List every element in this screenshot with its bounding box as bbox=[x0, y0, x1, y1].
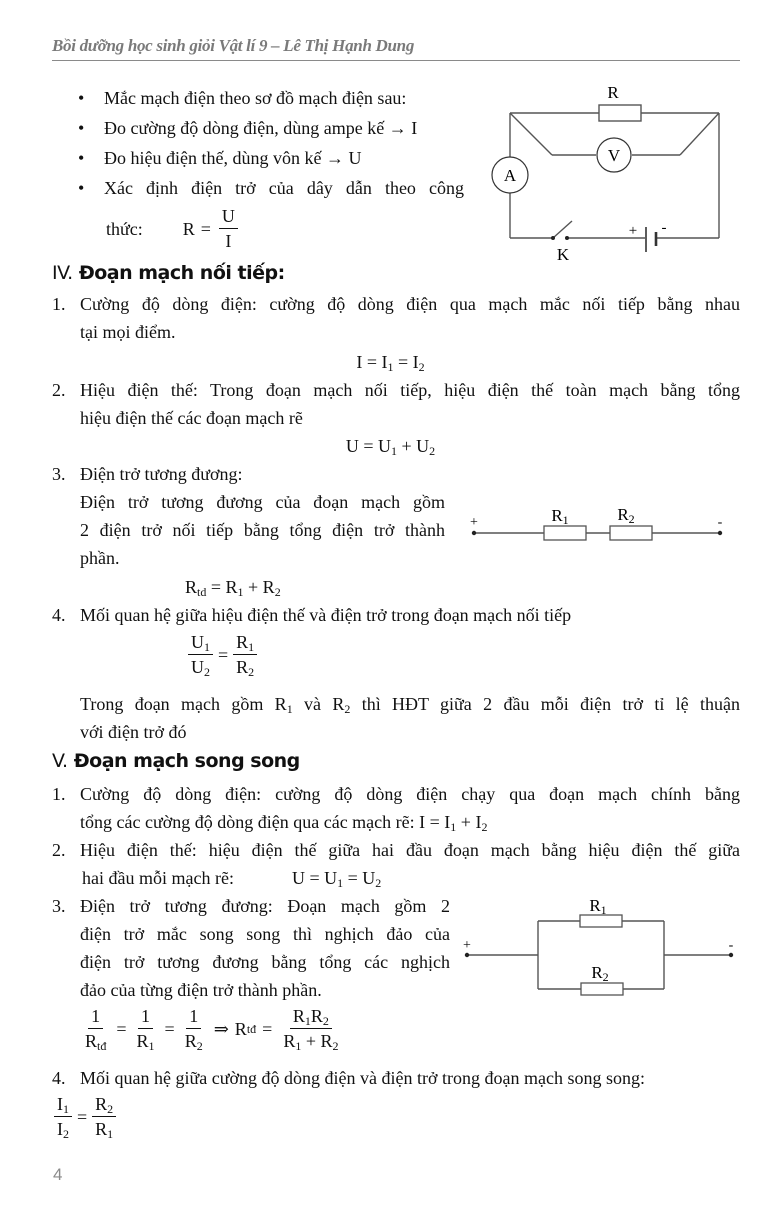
section-heading-parallel: V. Đoạn mạch song song bbox=[52, 750, 300, 772]
terminal-plus bbox=[472, 531, 476, 535]
r1-label: R1 bbox=[589, 896, 607, 917]
minus-label: - bbox=[717, 515, 723, 530]
equation-series-resistance: $R_{td} = R_1 + R_2$ bbox=[185, 577, 281, 599]
running-header bbox=[52, 36, 740, 61]
bullet-item: • Xác định điện trở của dây dẫn theo công bbox=[78, 174, 464, 202]
bullet-item: • Mắc mạch điện theo sơ đồ mạch điện sau: bbox=[78, 84, 464, 112]
resistor-symbol bbox=[599, 105, 641, 121]
parallel-item-3: 3. Điện trở tương đương: Đoạn mạch gồm 2 điện trở mắc song song thì nghịch đảo của điện trở tương đương bằng tổng các nghịch đảo của từng điện trở thành phần. bbox=[52, 896, 450, 1000]
parallel-item-1: 1. Cường độ dòng điện: cường độ dòng điện chạy qua đoạn mạch chính bằng tổng các cường độ dòng điện qua các mạch rẽ: $I = I_1 + I_2$ bbox=[52, 784, 740, 834]
wire bbox=[680, 113, 719, 155]
series-item-2: 2. Hiệu điện thế: Trong đoạn mạch nối tiếp, hiệu điện thế toàn mạch bằng tổng hiệu điện thế các đoạn mạch rẽ bbox=[52, 380, 740, 428]
section-heading-series: IV. Đoạn mạch nối tiếp: bbox=[52, 262, 285, 284]
bullet-icon: • bbox=[78, 178, 85, 198]
series-item-4: 4. Mối quan hệ giữa hiệu điện thế và điện trở trong đoạn mạch nối tiếp bbox=[52, 605, 572, 625]
series-item-3: 3. Điện trở tương đương: Điện trở tương đương của đoạn mạch gồm 2 điện trở nối tiếp bằng tổng điện trở thành phần. bbox=[52, 464, 445, 568]
resistor-r2 bbox=[581, 983, 623, 995]
bullet-list bbox=[78, 84, 464, 202]
r1-label: R1 bbox=[551, 506, 569, 527]
battery-minus: - bbox=[661, 220, 667, 236]
terminal-minus bbox=[729, 953, 733, 957]
bullet-item: • Đo hiệu điện thế, dùng vôn kế → U bbox=[78, 144, 464, 172]
circuit-diagram-parallel bbox=[455, 893, 740, 1003]
resistor-r1 bbox=[544, 526, 586, 540]
formula-resistance: thức: R = $\frac{U}{I}$ bbox=[106, 204, 240, 253]
fraction: $\frac{U}{I}$ bbox=[219, 204, 238, 253]
header-title: Bồi dưỡng học sinh giỏi Vật lí 9 – Lê Thị Hạnh Dung bbox=[52, 36, 415, 55]
fraction: $\frac{U_1}{U_2}$ bbox=[188, 630, 213, 679]
battery-plus: + bbox=[628, 223, 638, 239]
plus-label: + bbox=[470, 515, 478, 530]
equation-parallel-resistance: $\frac{1}{R_{tđ}}$ = $\frac{1}{R_1}$ = $\frac{1}{R_2}$ ⇒ R tđ = $\frac{R_1R_2}{R_1 + R_2}$ bbox=[85, 1006, 339, 1053]
parallel-item-4: 4. Mối quan hệ giữa cường độ dòng điện và điện trở trong đoạn mạch song song: bbox=[52, 1068, 645, 1088]
circuit-diagram-measurement bbox=[486, 80, 736, 270]
equation-parallel-ratio: $\frac{I_1}{I_2}$ = $\frac{R_2}{R_1}$ bbox=[52, 1092, 118, 1141]
switch-label: K bbox=[556, 245, 570, 264]
equation-series-ratio: $\frac{U_1}{U_2}$ = $\frac{R_1}{R_2}$ bbox=[186, 630, 259, 679]
series-item-1: 1. Cường độ dòng điện: cường độ dòng điện qua mạch mắc nối tiếp bằng nhau tại mọi điểm. bbox=[52, 294, 740, 342]
wire bbox=[510, 113, 552, 155]
parallel-item-2: 2. Hiệu điện thế: hiệu điện thế giữa hai đầu đoạn mạch bằng hiệu điện thế giữa hai đầu mỗi mạch rẽ: $U = U_1 = U_2$ bbox=[52, 840, 740, 890]
r2-label: R2 bbox=[591, 963, 609, 984]
switch-contact bbox=[551, 236, 555, 240]
terminal-plus bbox=[465, 953, 469, 957]
r2-label: R2 bbox=[617, 505, 635, 526]
equation-series-current: $I = I_1 = I_2$ bbox=[356, 352, 425, 374]
switch-contact bbox=[565, 236, 569, 240]
bullet-item: • Đo cường độ dòng điện, dùng ampe kế → I bbox=[78, 114, 464, 142]
switch-lever bbox=[553, 221, 572, 238]
bullet-icon: • bbox=[78, 88, 85, 108]
resistor-label: R bbox=[607, 83, 619, 102]
circuit-diagram-series bbox=[462, 500, 732, 550]
resistor-r2 bbox=[610, 526, 652, 540]
equation-series-voltage: $U = U_1 + U_2$ bbox=[345, 436, 436, 458]
terminal-minus bbox=[718, 531, 722, 535]
fraction: $\frac{R_1}{R_2}$ bbox=[233, 630, 257, 679]
page-number: 4 bbox=[53, 1165, 63, 1184]
bullet-icon: • bbox=[78, 118, 85, 138]
plus-label: + bbox=[463, 938, 471, 953]
voltmeter-label: V bbox=[607, 146, 621, 165]
ammeter-label: A bbox=[503, 166, 517, 185]
series-item-4-note: Trong đoạn mạch gồm $R_1$ và $R_2$ thì HĐT giữa 2 đầu mỗi điện trở tỉ lệ thuận với điện trở đó bbox=[80, 694, 740, 742]
bullet-icon: • bbox=[78, 148, 85, 168]
minus-label: - bbox=[728, 938, 734, 953]
